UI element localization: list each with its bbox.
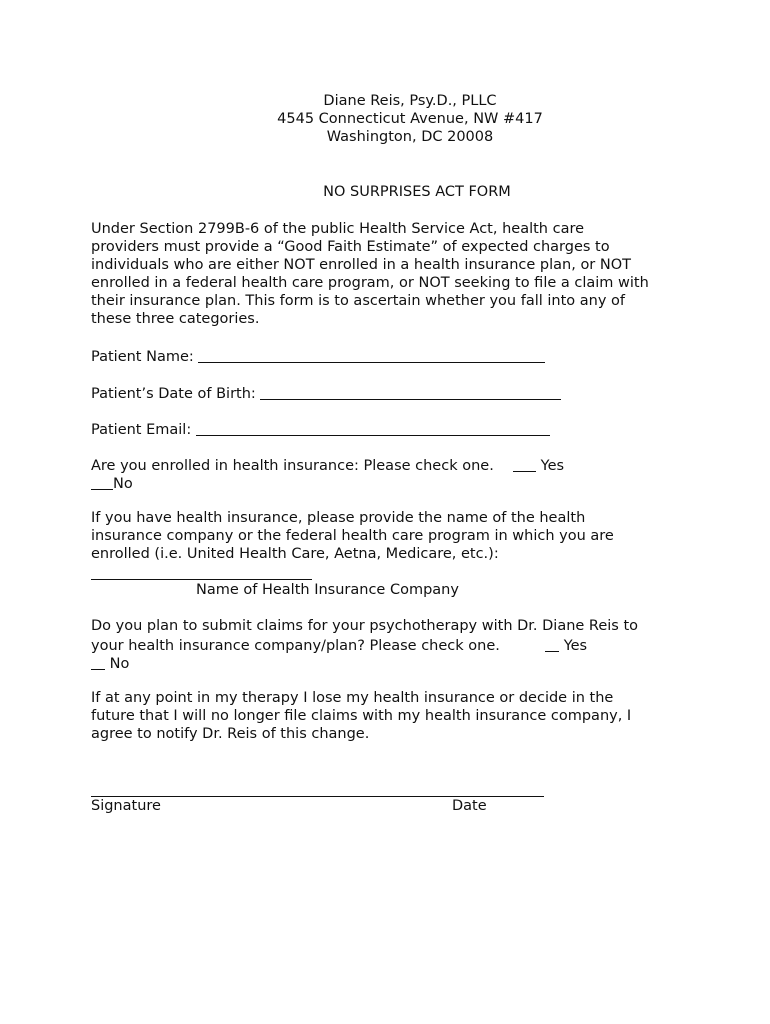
claims-question-row [91,635,587,655]
enrolled-yes-checkbox[interactable] [513,457,536,472]
claims-no-row [91,653,129,673]
letterhead [0,92,770,146]
practice-address: 4545 Connecticut Avenue, NW #417 [277,111,543,127]
email-label: Patient Email: [91,422,192,438]
intro-line: Under Section 2799B-6 of the public Health Service Act, health care [91,221,585,237]
claims-question-line: your health insurance company/plan? Please check one. [91,638,500,654]
claims-yes-label: Yes [563,638,588,654]
company-name-field[interactable] [91,579,312,580]
practice-name: Diane Reis, Psy.D., PLLC [323,93,497,109]
company-caption: Name of Health Insurance Company [196,582,459,598]
patient-name-field[interactable] [198,348,545,363]
enrolled-no-row [91,473,133,493]
intro-line: these three categories. [91,311,260,327]
claims-question-line: Do you plan to submit claims for your psychotherapy with Dr. Diane Reis to [91,618,639,634]
intro-line: providers must provide a “Good Faith Estimate” of expected charges to [91,239,610,255]
email-field[interactable] [196,421,550,436]
company-question-line: If you have health insurance, please provide the name of the health [91,510,586,526]
enrolled-question-row [91,455,564,475]
agreement-line: agree to notify Dr. Reis of this change. [91,726,370,742]
form-title: NO SURPRISES ACT FORM [323,184,511,200]
agreement-line: future that I will no longer file claims with my health insurance company, I [91,708,632,724]
intro-line: their insurance plan. This form is to ascertain whether you fall into any of [91,293,626,309]
claims-no-label: No [109,656,130,672]
dob-row [91,383,561,403]
intro-line: enrolled in a federal health care program, or NOT seeking to file a claim with [91,275,649,291]
date-label: Date [452,798,487,814]
patient-name-row [91,346,545,366]
email-row [91,419,550,439]
practice-city: Washington, DC 20008 [326,129,494,145]
signature-label: Signature [91,798,161,814]
patient-name-label: Patient Name: [91,349,194,365]
agreement-line: If at any point in my therapy I lose my health insurance or decide in the [91,690,614,706]
company-question-line: insurance company or the federal health care program in which you are [91,528,614,544]
enrolled-question: Are you enrolled in health insurance: Please check one. [91,458,494,474]
intro-line: individuals who are either NOT enrolled in a health insurance plan, or NOT [91,257,631,273]
claims-yes-checkbox[interactable] [545,637,559,652]
enrolled-no-label: No [113,476,133,492]
dob-field[interactable] [260,385,561,400]
enrolled-no-checkbox[interactable] [91,475,113,490]
company-question-line: enrolled (i.e. United Health Care, Aetna, Medicare, etc.): [91,546,499,562]
claims-no-checkbox[interactable] [91,655,105,670]
enrolled-yes-label: Yes [540,458,565,474]
dob-label: Patient’s Date of Birth: [91,386,256,402]
